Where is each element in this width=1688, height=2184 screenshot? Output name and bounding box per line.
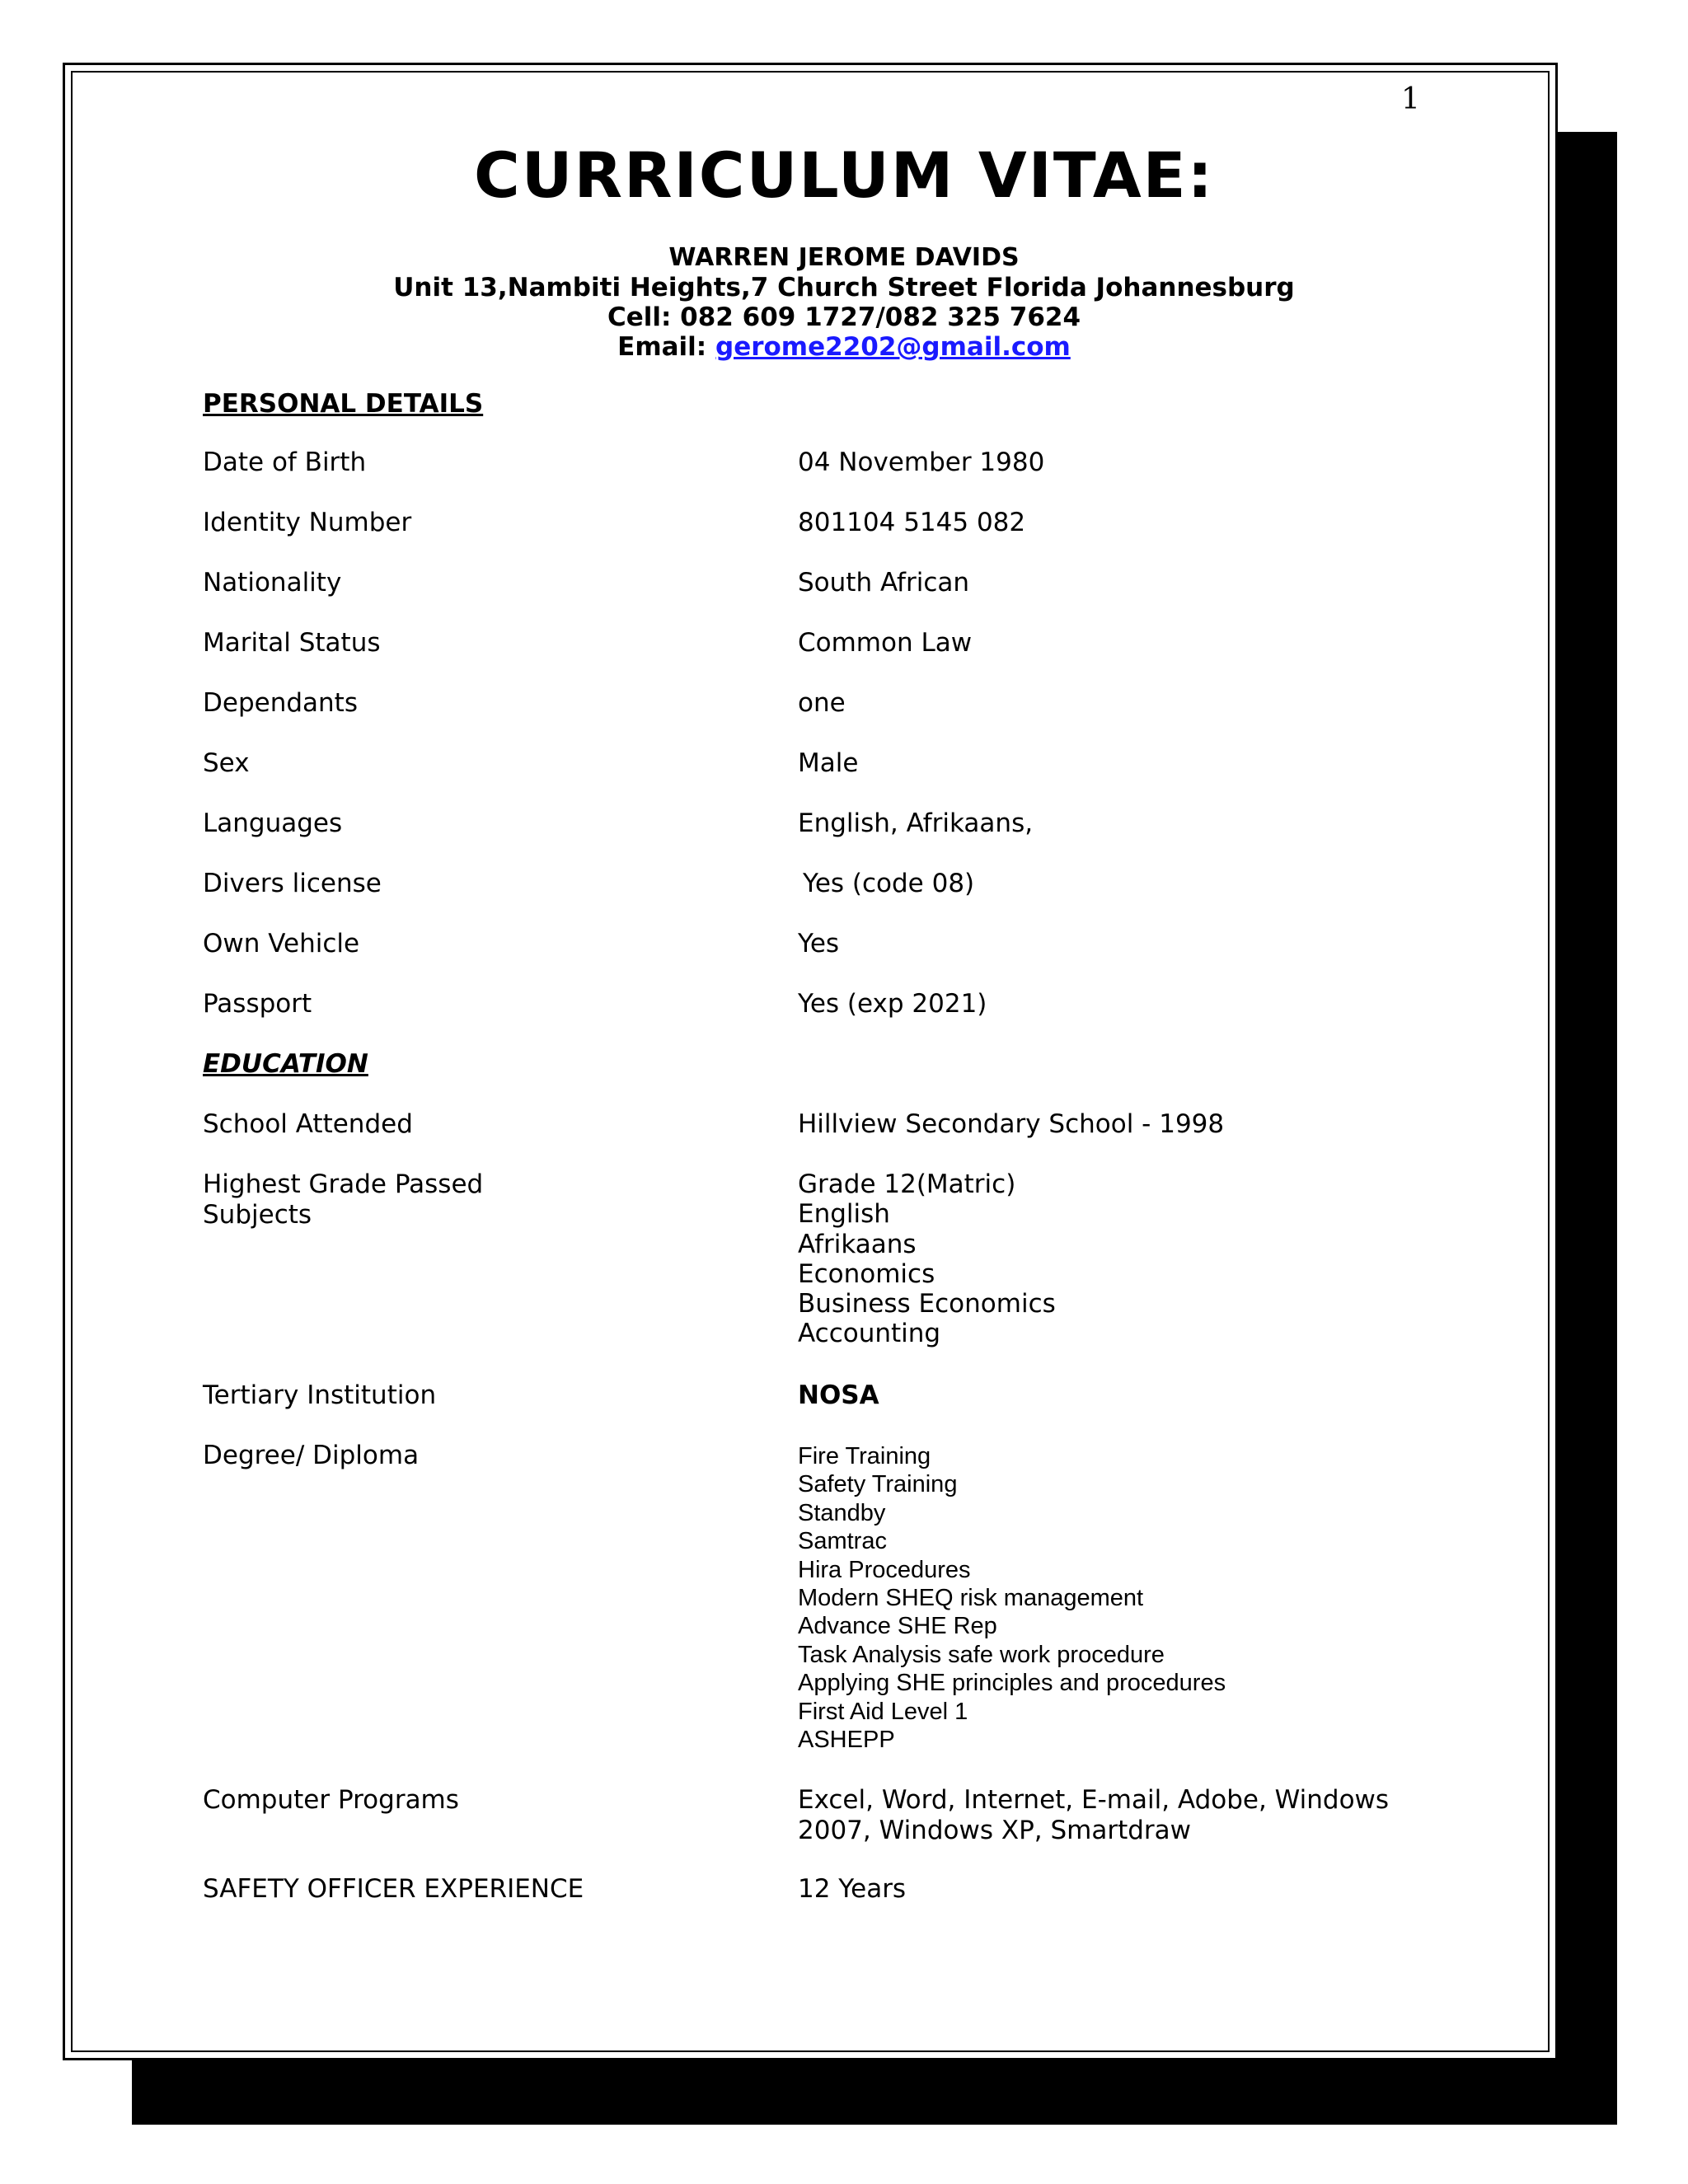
list-item: Afrikaans [798, 1229, 917, 1259]
languages-label: Languages [203, 808, 343, 838]
subjects-label: Subjects [203, 1200, 312, 1230]
candidate-name: WARREN JEROME DAVIDS [668, 243, 1020, 272]
email-link[interactable]: gerome2202@gmail.com [715, 332, 1071, 362]
marital-status-value: Common Law [798, 628, 973, 658]
list-item: English [798, 1199, 890, 1230]
identity-number-label: Identity Number [203, 508, 412, 537]
list-item: Grade 12(Matric) [798, 1169, 1016, 1199]
safety-experience-label: SAFETY OFFICER EXPERIENCE [203, 1874, 584, 1904]
list-item: Advance SHE Rep [798, 1613, 997, 1640]
sex-value: Male [798, 748, 859, 778]
dob-label: Date of Birth [203, 448, 367, 477]
list-item: Fire Training [798, 1443, 931, 1469]
passport-label: Passport [203, 989, 312, 1019]
passport-value: Yes (exp 2021) [798, 989, 987, 1019]
page-number: 1 [1401, 82, 1420, 116]
list-item: Standby [798, 1499, 886, 1526]
tertiary-institution-label: Tertiary Institution [203, 1380, 437, 1410]
computer-programs-line-2: 2007, Windows XP, Smartdraw [798, 1816, 1192, 1845]
school-attended-value: Hillview Secondary School - 1998 [798, 1109, 1225, 1139]
list-item: Economics [798, 1258, 935, 1289]
tertiary-institution-value: NOSA [798, 1380, 879, 1410]
list-item: ASHEPP [798, 1727, 895, 1754]
safety-experience-value: 12 Years [798, 1874, 907, 1904]
dob-value: 04 November 1980 [798, 448, 1045, 477]
list-item: Accounting [798, 1319, 941, 1349]
list-item: Hira Procedures [798, 1556, 971, 1583]
list-item: Applying SHE principles and procedures [798, 1670, 1226, 1697]
drivers-license-label: Divers license [203, 869, 382, 898]
candidate-address: Unit 13,Nambiti Heights,7 Church Street Florida Johannesburg [393, 273, 1295, 302]
grade-subjects-list [798, 1169, 1056, 1349]
highest-grade-label: Highest Grade Passed [203, 1169, 484, 1199]
computer-programs-value [798, 1785, 1389, 1846]
own-vehicle-value: Yes [798, 929, 840, 958]
degree-diploma-list [798, 1442, 1226, 1754]
dependants-label: Dependants [203, 688, 358, 718]
list-item: Safety Training [798, 1471, 958, 1498]
candidate-cell: Cell: 082 609 1727/082 325 7624 [607, 302, 1081, 332]
identity-number-value: 801104 5145 082 [798, 508, 1026, 537]
email-label: Email: [617, 332, 715, 362]
list-item: Business Economics [798, 1289, 1056, 1319]
computer-programs-label: Computer Programs [203, 1785, 459, 1815]
list-item: First Aid Level 1 [798, 1698, 968, 1725]
list-item: Task Analysis safe work procedure [798, 1641, 1165, 1668]
candidate-email-line [0, 332, 1688, 362]
drivers-license-value: Yes (code 08) [803, 869, 975, 898]
degree-diploma-label: Degree/ Diploma [203, 1441, 420, 1470]
nationality-value: South African [798, 568, 970, 598]
personal-details-heading: PERSONAL DETAILS [203, 389, 484, 419]
marital-status-label: Marital Status [203, 628, 381, 658]
education-heading: EDUCATION [203, 1049, 368, 1079]
dependants-value: one [798, 688, 846, 718]
languages-value: English, Afrikaans, [798, 808, 1034, 838]
document-title: CURRICULUM VITAE: [474, 138, 1214, 212]
own-vehicle-label: Own Vehicle [203, 929, 360, 958]
sex-label: Sex [203, 748, 250, 778]
list-item: Modern SHEQ risk management [798, 1585, 1144, 1612]
school-attended-label: School Attended [203, 1109, 413, 1139]
computer-programs-line-1: Excel, Word, Internet, E-mail, Adobe, Windows [798, 1785, 1390, 1815]
nationality-label: Nationality [203, 568, 342, 598]
list-item: Samtrac [798, 1528, 887, 1555]
